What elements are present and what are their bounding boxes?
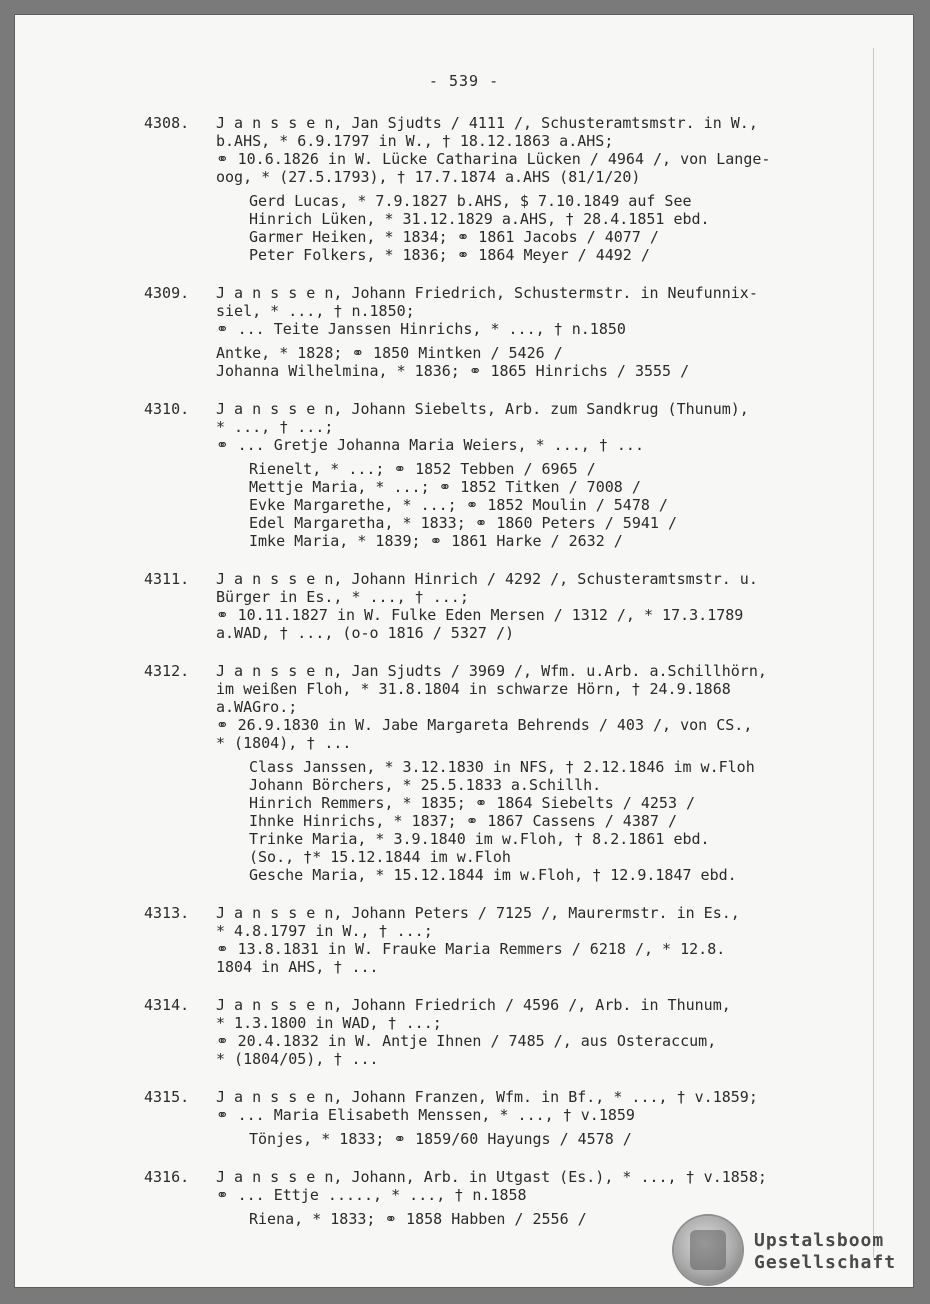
- child-line: Class Janssen, * 3.12.1830 in NFS, † 2.12.1846 im w.Floh: [249, 758, 755, 776]
- entry-line: Bürger in Es., * ..., † ...;: [216, 588, 469, 606]
- entry-line: oog, * (27.5.1793), † 17.7.1874 a.AHS (81/1/20): [216, 168, 641, 186]
- children-list: [144, 192, 864, 264]
- entry-line: ⚭ 10.6.1826 in W. Lücke Catharina Lücken / 4964 /, von Lange-: [216, 150, 771, 168]
- entry-number: 4309.: [144, 284, 190, 302]
- entry-line: siel, * ..., † n.1850;: [216, 302, 415, 320]
- child-line: Tönjes, * 1833; ⚭ 1859/60 Hayungs / 4578 /: [249, 1130, 632, 1148]
- genealogy-entry: [144, 996, 864, 1068]
- entry-number: 4314.: [144, 996, 190, 1014]
- child-line: Mettje Maria, * ...; ⚭ 1852 Titken / 7008 /: [249, 478, 641, 496]
- entry-number: 4316.: [144, 1168, 190, 1186]
- logo-line-1: Upstalsboom: [754, 1230, 885, 1251]
- entry-line: J a n s s e n, Johann Peters / 7125 /, Maurermstr. in Es.,: [216, 904, 740, 922]
- child-line: Riena, * 1833; ⚭ 1858 Habben / 2556 /: [249, 1210, 587, 1228]
- child-line: Evke Margarethe, * ...; ⚭ 1852 Moulin / 5478 /: [249, 496, 668, 514]
- entry-number: 4313.: [144, 904, 190, 922]
- child-line: (So., †* 15.12.1844 im w.Floh: [249, 848, 511, 866]
- child-line: Hinrich Remmers, * 1835; ⚭ 1864 Siebelts / 4253 /: [249, 794, 696, 812]
- genealogy-entries: [144, 114, 864, 1248]
- child-line: Ihnke Hinrichs, * 1837; ⚭ 1867 Cassens / 4387 /: [249, 812, 677, 830]
- entry-line: b.AHS, * 6.9.1797 in W., † 18.12.1863 a.AHS;: [216, 132, 614, 150]
- child-line: Gesche Maria, * 15.12.1844 im w.Floh, † 12.9.1847 ebd.: [249, 866, 737, 884]
- entry-line: J a n s s e n, Jan Sjudts / 4111 /, Schusteramtsmstr. in W.,: [216, 114, 758, 132]
- child-line: Edel Margaretha, * 1833; ⚭ 1860 Peters / 5941 /: [249, 514, 677, 532]
- child-line: Trinke Maria, * 3.9.1840 im w.Floh, † 8.2.1861 ebd.: [249, 830, 710, 848]
- children-list: [144, 1130, 864, 1148]
- genealogy-entry: [144, 1088, 864, 1148]
- child-line: Johann Börchers, * 25.5.1833 a.Schillh.: [249, 776, 602, 794]
- society-logo: [674, 1214, 914, 1286]
- children-list: [144, 344, 864, 380]
- entry-line: * (1804/05), † ...: [216, 1050, 379, 1068]
- entry-line: ⚭ 26.9.1830 in W. Jabe Margareta Behrends / 403 /, von CS.,: [216, 716, 753, 734]
- entry-line: ⚭ ... Maria Elisabeth Menssen, * ..., † v.1859: [216, 1106, 635, 1124]
- entry-line: J a n s s e n, Johann Hinrich / 4292 /, Schusteramtsmstr. u.: [216, 570, 758, 588]
- entry-line: * 4.8.1797 in W., † ...;: [216, 922, 433, 940]
- child-line: Rienelt, * ...; ⚭ 1852 Tebben / 6965 /: [249, 460, 596, 478]
- entry-line: ⚭ 20.4.1832 in W. Antje Ihnen / 7485 /, aus Osteraccum,: [216, 1032, 717, 1050]
- genealogy-entry: [144, 570, 864, 642]
- entry-line: * (1804), † ...: [216, 734, 352, 752]
- entry-line: ⚭ ... Teite Janssen Hinrichs, * ..., † n.1850: [216, 320, 626, 338]
- child-line: Antke, * 1828; ⚭ 1850 Mintken / 5426 /: [216, 344, 563, 362]
- logo-line-2: Gesellschaft: [754, 1252, 897, 1273]
- genealogy-entry: [144, 114, 864, 264]
- entry-line: ⚭ ... Gretje Johanna Maria Weiers, * ..., † ...: [216, 436, 644, 454]
- children-list: [144, 460, 864, 550]
- child-line: Garmer Heiken, * 1834; ⚭ 1861 Jacobs / 4077 /: [249, 228, 659, 246]
- page-number: - 539 -: [428, 72, 500, 90]
- entry-number: 4312.: [144, 662, 190, 680]
- entry-line: im weißen Floh, * 31.8.1804 in schwarze Hörn, † 24.9.1868: [216, 680, 731, 698]
- child-line: Peter Folkers, * 1836; ⚭ 1864 Meyer / 4492 /: [249, 246, 650, 264]
- entry-line: J a n s s e n, Johann Friedrich, Schustermstr. in Neufunnix-: [216, 284, 758, 302]
- entry-number: 4315.: [144, 1088, 190, 1106]
- entry-line: * ..., † ...;: [216, 418, 334, 436]
- entry-line: J a n s s e n, Johann Franzen, Wfm. in Bf., * ..., † v.1859;: [216, 1088, 758, 1106]
- entry-line: 1804 in AHS, † ...: [216, 958, 379, 976]
- child-line: Hinrich Lüken, * 31.12.1829 a.AHS, † 28.4.1851 ebd.: [249, 210, 710, 228]
- child-line: Imke Maria, * 1839; ⚭ 1861 Harke / 2632 /: [249, 532, 623, 550]
- entry-line: J a n s s e n, Jan Sjudts / 3969 /, Wfm. u.Arb. a.Schillhörn,: [216, 662, 767, 680]
- entry-line: J a n s s e n, Johann Friedrich / 4596 /, Arb. in Thunum,: [216, 996, 731, 1014]
- document-page: [14, 14, 914, 1288]
- entry-line: a.WAD, † ..., (o-o 1816 / 5327 /): [216, 624, 515, 642]
- entry-line: * 1.3.1800 in WAD, † ...;: [216, 1014, 442, 1032]
- entry-number: 4308.: [144, 114, 190, 132]
- entry-line: J a n s s e n, Johann Siebelts, Arb. zum Sandkrug (Thunum),: [216, 400, 749, 418]
- genealogy-entry: [144, 400, 864, 550]
- margin-rule: [873, 48, 874, 1258]
- genealogy-entry: [144, 662, 864, 884]
- genealogy-entry: [144, 284, 864, 380]
- seal-icon: [674, 1216, 742, 1284]
- entry-line: J a n s s e n, Johann, Arb. in Utgast (Es.), * ..., † v.1858;: [216, 1168, 767, 1186]
- genealogy-entry: [144, 904, 864, 976]
- entry-number: 4311.: [144, 570, 190, 588]
- entry-line: ⚭ ... Ettje ....., * ..., † n.1858: [216, 1186, 527, 1204]
- entry-line: ⚭ 13.8.1831 in W. Frauke Maria Remmers / 6218 /, * 12.8.: [216, 940, 726, 958]
- entry-number: 4310.: [144, 400, 190, 418]
- children-list: [144, 758, 864, 884]
- child-line: Gerd Lucas, * 7.9.1827 b.AHS, $ 7.10.1849 auf See: [249, 192, 692, 210]
- child-line: Johanna Wilhelmina, * 1836; ⚭ 1865 Hinrichs / 3555 /: [216, 362, 690, 380]
- entry-line: a.WAGro.;: [216, 698, 298, 716]
- entry-line: ⚭ 10.11.1827 in W. Fulke Eden Mersen / 1312 /, * 17.3.1789: [216, 606, 744, 624]
